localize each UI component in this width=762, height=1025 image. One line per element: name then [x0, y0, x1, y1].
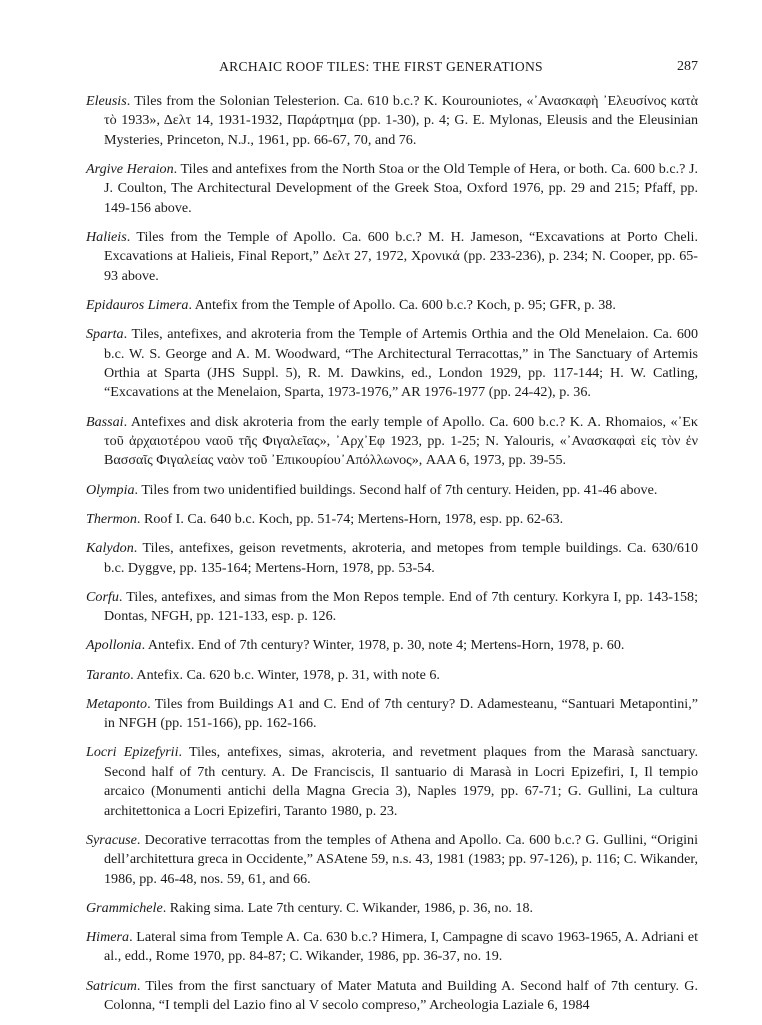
bibliography-entry: Bassai. Antefixes and disk akroteria from the early temple of Apollo. Ca. 600 b.c.? K. A. Rhomaios, «᾽Εκ τοῦ ἀρχαιοτέρου ναοῦ τῆς Φιγαλεῖας», ᾽Αρχ᾽Εφ 1923, pp. 1-25; N. Yalouris, «᾽Ανασκαφαὶ εἰς τὸν ἐν Βασσαῖς Φιγαλείας ναὸν τοῦ ᾽Επικουρίου᾽Απόλλωνος», AAA 6, 1973, pp. 39-55. — [86, 413, 698, 469]
site-name: Corfu — [86, 588, 119, 605]
bibliography-entry: Epidauros Limera. Antefix from the Temple of Apollo. Ca. 600 b.c.? Koch, p. 95; GFR, p. 38. — [86, 297, 616, 314]
page-number: 287 — [677, 59, 698, 74]
site-name: Kalydon — [86, 540, 134, 557]
bibliography-entry: Syracuse. Decorative terracottas from the temples of Athena and Apollo. Ca. 600 b.c.? G. Gullini, “Origini dell’architettura greca in Occidente,” ASAtene 59, n.s. 43, 1981 (1983; pp. 97-126), p. 116; C. Wikander, 1986, pp. 46-48, nos. 59, 61, and 66. — [86, 831, 698, 887]
site-name: Syracuse — [86, 831, 137, 848]
bibliography-entry: Grammichele. Raking sima. Late 7th century. C. Wikander, 1986, p. 36, no. 18. — [86, 899, 534, 916]
bibliography-entry: Himera. Lateral sima from Temple A. Ca. 630 b.c.? Himera, I, Campagne di scavo 1963-1965, A. Adriani et al., edd., Rome 1970, pp. 84-87; C. Wikander, 1986, pp. 36-37, no. 19. — [86, 928, 698, 965]
running-head — [0, 56, 762, 78]
bibliography-entry: Metaponto. Tiles from Buildings A1 and C. End of 7th century? D. Adamesteanu, “Santuari Metapontini,” in NFGH (pp. 151-166), pp. 162-166. — [86, 695, 698, 732]
site-name: Metaponto — [86, 695, 148, 712]
site-name: Sparta — [86, 326, 124, 343]
bibliography-entry: Sparta. Tiles, antefixes, and akroteria from the Temple of Artemis Orthia and the Old Menelaion. Ca. 600 b.c. W. S. George and A. M. Woodward, “The Architectural Terracottas,” in The Sanctuary of Artemis Orthia at Sparta (JHS Suppl. 5), R. M. Dawkins, ed., London 1929, pp. 117-144; H. W. Catling, “Excavations at the Menelaion, Sparta, 1973-1976,” AR 1976-1977 (pp. 24-42), p. 36. — [86, 326, 698, 401]
bibliography-entry: Locri Epizefyrii. Tiles, antefixes, simas, akroteria, and revetment plaques from the Marasà sanctuary. Second half of 7th century. A. De Franciscis, Il santuario di Marasà in Locri Epizefiri, I, Il tempio arcaico (Monumenti antichi della Magna Grecia 3), Naples 1979, pp. 67-71; G. Gullini, La cultura architettonica a Locri Epizefiri, Taranto 1980, p. 23. — [86, 744, 698, 819]
bibliography-entry: Thermon. Roof I. Ca. 640 b.c. Koch, pp. 51-74; Mertens-Horn, 1978, esp. pp. 62-63. — [86, 510, 564, 527]
entry-list — [86, 92, 698, 1025]
site-name: Thermon — [86, 510, 137, 527]
site-name: Olympia — [86, 481, 135, 498]
site-name: Bassai — [86, 413, 124, 430]
bibliography-entry: Olympia. Tiles from two unidentified buildings. Second half of 7th century. Heiden, pp. 41-46 above. — [86, 481, 658, 498]
site-name: Eleusis — [86, 93, 127, 109]
site-name: Himera — [86, 928, 130, 945]
site-name: Grammichele — [86, 899, 163, 916]
site-name: Argive Heraion — [86, 161, 174, 178]
bibliography-entry: Halieis. Tiles from the Temple of Apollo. Ca. 600 b.c.? M. H. Jameson, “Excavations at Porto Cheli. Excavations at Halieis, Final Report,” Δελτ 27, 1972, Χρονικά (pp. 233-236), p. 234; N. Cooper, pp. 65-93 above. — [86, 229, 698, 284]
site-name: Locri Epizefyrii — [86, 744, 179, 761]
site-name: Epidauros Limera — [86, 297, 189, 314]
site-name: Taranto — [86, 666, 131, 683]
bibliography-entry: Taranto. Antefix. Ca. 620 b.c. Winter, 1978, p. 31, with note 6. — [86, 666, 440, 683]
site-name: Halieis — [86, 229, 127, 246]
site-name: Satricum — [86, 977, 137, 994]
running-title: ARCHAIC ROOF TILES: THE FIRST GENERATIONS — [219, 59, 543, 74]
bibliography-entry: Eleusis. Tiles from the Solonian Telesterion. Ca. 610 b.c.? K. Kourouniotes, «᾽Ανασκαφὴ ᾽Ελευσίνος κατὰ τὸ 1933», Δελτ 14, 1931-1932, Παράρτημα (pp. 1-30), p. 4; G. E. Mylonas, Eleusis and the Eleusinian Mysteries, Princeton, N.J., 1961, pp. 66-67, 70, and 76. — [86, 93, 698, 148]
bibliography-entry: Argive Heraion. Tiles and antefixes from the North Stoa or the Old Temple of Hera, or both. Ca. 600 b.c.? J. J. Coulton, The Architectural Development of the Greek Stoa, Oxford 1976, pp. 29 and 215; Pfaff, pp. 149-156 above. — [86, 161, 698, 216]
bibliography-entry: Apollonia. Antefix. End of 7th century? Winter, 1978, p. 30, note 4; Mertens-Horn, 1978, p. 60. — [86, 637, 625, 654]
bibliography-entry: Kalydon. Tiles, antefixes, geison revetments, akroteria, and metopes from temple buildings. Ca. 630/610 b.c. Dyggve, pp. 135-164; Mertens-Horn, 1978, pp. 53-54. — [86, 540, 698, 576]
bibliography-entry: Satricum. Tiles from the first sanctuary of Mater Matuta and Building A. Second half of 7th century. G. Colonna, “I templi del Lazio fino al V secolo compreso,” Archeologia Laziale 6, 1984 — [86, 977, 698, 1013]
site-name: Apollonia — [86, 637, 142, 654]
bibliography-entry: Corfu. Tiles, antefixes, and simas from the Mon Repos temple. End of 7th century. Korkyra I, pp. 143-158; Dontas, NFGH, pp. 121-133, esp. p. 126. — [86, 588, 698, 625]
